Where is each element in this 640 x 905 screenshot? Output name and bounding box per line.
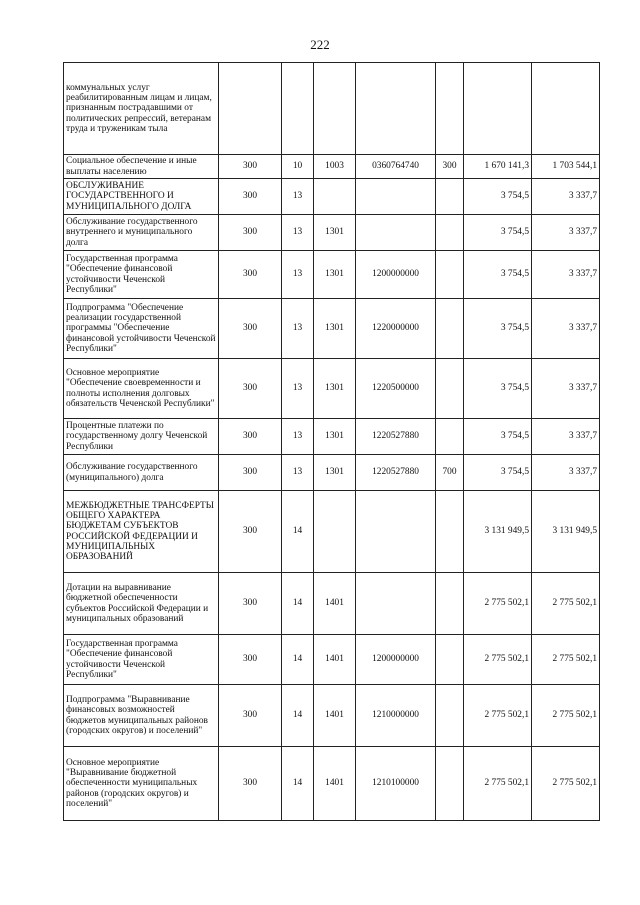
cell-name: Социальное обеспечение и иные выплаты населению — [64, 155, 219, 179]
cell-target-article — [356, 179, 436, 215]
cell-section-code: 13 — [282, 455, 314, 491]
cell-target-article — [356, 63, 436, 155]
cell-sum-year-2: 3 337,7 — [532, 419, 600, 455]
cell-section-code: 14 — [282, 747, 314, 821]
cell-ved-code: 300 — [219, 635, 282, 685]
cell-target-article: 1200000000 — [356, 635, 436, 685]
cell-sum-year-1: 3 754,5 — [464, 215, 532, 251]
cell-target-article: 1220000000 — [356, 299, 436, 359]
cell-name: Основное мероприятие "Обеспечение своевременности и полноты исполнения долговых обязательств Чеченской Республики" — [64, 359, 219, 419]
cell-sum-year-2: 3 337,7 — [532, 179, 600, 215]
cell-target-article: 1220527880 — [356, 419, 436, 455]
cell-expense-type — [436, 491, 464, 573]
cell-sum-year-2: 2 775 502,1 — [532, 685, 600, 747]
cell-sum-year-1: 1 670 141,3 — [464, 155, 532, 179]
cell-sum-year-2: 2 775 502,1 — [532, 747, 600, 821]
cell-name: ОБСЛУЖИВАНИЕ ГОСУДАРСТВЕННОГО И МУНИЦИПАЛЬНОГО ДОЛГА — [64, 179, 219, 215]
cell-section-code: 14 — [282, 573, 314, 635]
cell-section-code: 13 — [282, 359, 314, 419]
cell-expense-type — [436, 63, 464, 155]
cell-sum-year-1: 3 754,5 — [464, 251, 532, 299]
cell-ved-code: 300 — [219, 251, 282, 299]
table-row — [64, 63, 600, 155]
cell-target-article: 1220527880 — [356, 455, 436, 491]
cell-expense-type — [436, 419, 464, 455]
table-body — [64, 63, 600, 821]
cell-section-code: 10 — [282, 155, 314, 179]
cell-ved-code: 300 — [219, 155, 282, 179]
cell-expense-type — [436, 635, 464, 685]
cell-ved-code: 300 — [219, 747, 282, 821]
cell-subsection-code: 1301 — [314, 299, 356, 359]
cell-ved-code: 300 — [219, 359, 282, 419]
cell-subsection-code: 1301 — [314, 419, 356, 455]
cell-sum-year-1: 3 754,5 — [464, 455, 532, 491]
cell-expense-type — [436, 573, 464, 635]
table-row — [64, 573, 600, 635]
cell-section-code: 13 — [282, 419, 314, 455]
cell-expense-type — [436, 685, 464, 747]
table-row — [64, 359, 600, 419]
table-row — [64, 215, 600, 251]
cell-name: Обслуживание государственного внутреннего и муниципального долга — [64, 215, 219, 251]
cell-target-article — [356, 215, 436, 251]
cell-name: Обслуживание государственного (муниципального) долга — [64, 455, 219, 491]
cell-sum-year-1: 2 775 502,1 — [464, 573, 532, 635]
cell-sum-year-2: 3 337,7 — [532, 455, 600, 491]
cell-sum-year-2: 3 337,7 — [532, 251, 600, 299]
cell-subsection-code: 1301 — [314, 215, 356, 251]
cell-sum-year-1: 3 754,5 — [464, 179, 532, 215]
cell-subsection-code: 1301 — [314, 455, 356, 491]
cell-sum-year-1: 3 131 949,5 — [464, 491, 532, 573]
cell-target-article — [356, 491, 436, 573]
table-row — [64, 179, 600, 215]
cell-subsection-code: 1301 — [314, 359, 356, 419]
cell-subsection-code: 1401 — [314, 635, 356, 685]
cell-ved-code: 300 — [219, 455, 282, 491]
cell-expense-type — [436, 251, 464, 299]
table-row — [64, 251, 600, 299]
cell-section-code: 13 — [282, 299, 314, 359]
cell-subsection-code: 1401 — [314, 573, 356, 635]
cell-subsection-code — [314, 491, 356, 573]
cell-section-code: 14 — [282, 685, 314, 747]
cell-name: Процентные платежи по государственному долгу Чеченской Республики — [64, 419, 219, 455]
cell-target-article: 1220500000 — [356, 359, 436, 419]
cell-expense-type — [436, 747, 464, 821]
cell-target-article: 0360764740 — [356, 155, 436, 179]
cell-sum-year-1: 2 775 502,1 — [464, 635, 532, 685]
cell-ved-code — [219, 63, 282, 155]
cell-ved-code: 300 — [219, 179, 282, 215]
cell-section-code — [282, 63, 314, 155]
cell-expense-type — [436, 179, 464, 215]
page-number: 222 — [310, 37, 330, 52]
cell-expense-type — [436, 299, 464, 359]
cell-sum-year-2: 2 775 502,1 — [532, 573, 600, 635]
cell-sum-year-2: 2 775 502,1 — [532, 635, 600, 685]
cell-ved-code: 300 — [219, 491, 282, 573]
cell-target-article: 1200000000 — [356, 251, 436, 299]
cell-name: Основное мероприятие "Выравнивание бюджетной обеспеченности муниципальных районов (городских округов) и поселений" — [64, 747, 219, 821]
cell-target-article: 1210000000 — [356, 685, 436, 747]
cell-name: коммунальных услуг реабилитированным лицам и лицам, признанным пострадавшими от политических репрессий, ветеранам труда и труженикам тыла — [64, 63, 219, 155]
cell-name: Подпрограмма "Выравнивание финансовых возможностей бюджетов муниципальных районов (городских округов) и поселений" — [64, 685, 219, 747]
cell-name: Государственная программа "Обеспечение финансовой устойчивости Чеченской Республики" — [64, 635, 219, 685]
table-row — [64, 685, 600, 747]
cell-sum-year-2: 3 337,7 — [532, 359, 600, 419]
cell-target-article — [356, 573, 436, 635]
table-row — [64, 747, 600, 821]
cell-sum-year-2: 1 703 544,1 — [532, 155, 600, 179]
cell-subsection-code: 1003 — [314, 155, 356, 179]
cell-sum-year-1: 3 754,5 — [464, 359, 532, 419]
cell-section-code: 13 — [282, 251, 314, 299]
table-row — [64, 155, 600, 179]
cell-expense-type: 300 — [436, 155, 464, 179]
cell-ved-code: 300 — [219, 215, 282, 251]
cell-sum-year-2: 3 131 949,5 — [532, 491, 600, 573]
table-row — [64, 455, 600, 491]
cell-sum-year-1: 3 754,5 — [464, 419, 532, 455]
cell-sum-year-1: 2 775 502,1 — [464, 685, 532, 747]
cell-sum-year-2: 3 337,7 — [532, 215, 600, 251]
cell-sum-year-1: 2 775 502,1 — [464, 747, 532, 821]
cell-expense-type: 700 — [436, 455, 464, 491]
cell-ved-code: 300 — [219, 299, 282, 359]
cell-sum-year-1 — [464, 63, 532, 155]
cell-subsection-code: 1401 — [314, 685, 356, 747]
cell-name: Подпрограмма "Обеспечение реализации государственной программы "Обеспечение финансовой устойчивости Чеченской Республики" — [64, 299, 219, 359]
cell-section-code: 14 — [282, 635, 314, 685]
table-row — [64, 491, 600, 573]
cell-subsection-code: 1401 — [314, 747, 356, 821]
table-row — [64, 419, 600, 455]
cell-section-code: 13 — [282, 179, 314, 215]
cell-sum-year-2 — [532, 63, 600, 155]
cell-sum-year-1: 3 754,5 — [464, 299, 532, 359]
cell-expense-type — [436, 215, 464, 251]
cell-target-article: 1210100000 — [356, 747, 436, 821]
cell-name: Дотации на выравнивание бюджетной обеспеченности субъектов Российской Федерации и муниципальных образований — [64, 573, 219, 635]
table-row — [64, 299, 600, 359]
cell-sum-year-2: 3 337,7 — [532, 299, 600, 359]
cell-name: МЕЖБЮДЖЕТНЫЕ ТРАНСФЕРТЫ ОБЩЕГО ХАРАКТЕРА БЮДЖЕТАМ СУБЪЕКТОВ РОССИЙСКОЙ ФЕДЕРАЦИИ И МУНИЦИПАЛЬНЫХ ОБРАЗОВАНИЙ — [64, 491, 219, 573]
cell-subsection-code — [314, 179, 356, 215]
cell-subsection-code — [314, 63, 356, 155]
table-row — [64, 635, 600, 685]
cell-section-code: 14 — [282, 491, 314, 573]
cell-section-code: 13 — [282, 215, 314, 251]
cell-ved-code: 300 — [219, 419, 282, 455]
budget-table — [63, 62, 600, 821]
cell-subsection-code: 1301 — [314, 251, 356, 299]
cell-ved-code: 300 — [219, 685, 282, 747]
cell-ved-code: 300 — [219, 573, 282, 635]
cell-expense-type — [436, 359, 464, 419]
cell-name: Государственная программа "Обеспечение финансовой устойчивости Чеченской Республики" — [64, 251, 219, 299]
